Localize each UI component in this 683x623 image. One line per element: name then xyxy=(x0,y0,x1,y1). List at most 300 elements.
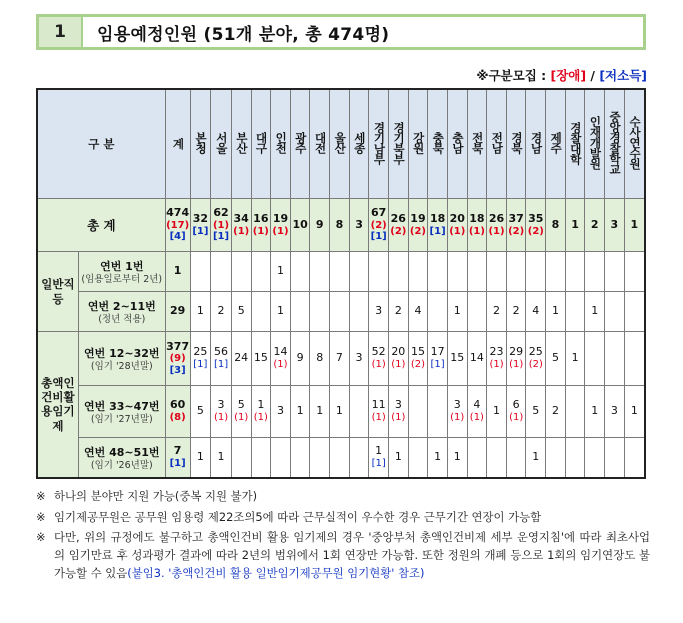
table-cell xyxy=(624,332,645,386)
cell-value: 18 xyxy=(429,211,446,225)
note-reference: (붙임3. '총액인건비 활용 일반임기제공무원 임기현황' 참조) xyxy=(127,565,425,580)
disabled-quota: (2) xyxy=(409,225,427,237)
table-cell xyxy=(624,252,645,292)
legend-disabled: [장애] xyxy=(550,68,587,83)
table-cell xyxy=(330,332,350,386)
cell-value: 5 xyxy=(237,304,245,318)
cell-value: 17 xyxy=(430,345,445,359)
total-row xyxy=(37,199,645,252)
column-header-label: 경기남부 xyxy=(372,121,387,164)
disabled-quota: (1) xyxy=(371,359,386,371)
cell-value: 11 xyxy=(371,398,386,412)
cell-value: 14 xyxy=(273,345,288,359)
table-cell xyxy=(290,252,310,292)
column-header-label: 전남 xyxy=(490,132,505,153)
table-cell xyxy=(389,438,409,478)
cell-value: 18 xyxy=(469,211,485,225)
table-cell xyxy=(565,438,585,478)
cell-value: 1 xyxy=(276,304,284,318)
cell-value: 1 xyxy=(335,404,343,418)
table-cell xyxy=(447,252,467,292)
cell-value: 56 xyxy=(214,345,229,359)
table-cell xyxy=(585,438,605,478)
row-label xyxy=(78,438,165,478)
disabled-quota: (1) xyxy=(212,219,230,231)
column-header-label: 계 xyxy=(171,137,186,148)
table-cell xyxy=(467,438,487,478)
disabled-quota: (1) xyxy=(509,412,524,424)
cell-value: 1 xyxy=(173,264,182,278)
column-header xyxy=(231,89,251,199)
column-header-label: 부산 xyxy=(234,132,249,153)
cell-value: 1 xyxy=(493,404,501,418)
total-cell xyxy=(526,199,546,252)
column-header xyxy=(310,89,330,199)
cell-value: 15 xyxy=(410,345,425,359)
cell-value: 3 xyxy=(610,217,619,231)
column-header-label: 인재개발원 xyxy=(588,116,603,169)
table-cell xyxy=(624,386,645,438)
cell-value: 24 xyxy=(234,351,249,365)
cell-value: 4 xyxy=(473,398,481,412)
table-cell xyxy=(546,438,566,478)
table-cell xyxy=(330,438,350,478)
table-cell xyxy=(467,252,487,292)
cell-value: 3 xyxy=(453,398,461,412)
cell-value: 7 xyxy=(173,444,182,458)
cell-value: 1 xyxy=(296,404,304,418)
cell-value: 23 xyxy=(489,345,504,359)
disabled-quota: (2) xyxy=(370,219,387,231)
total-cell xyxy=(349,199,369,252)
column-header xyxy=(546,89,566,199)
row-label xyxy=(78,292,165,332)
cell-value: 1 xyxy=(217,449,225,463)
column-header xyxy=(271,89,291,199)
disabled-quota: (1) xyxy=(272,225,289,237)
table-cell xyxy=(526,332,546,386)
row-label-main: 연번 33~47번 xyxy=(84,399,160,413)
column-header-label: 충남 xyxy=(450,132,465,153)
table-cell xyxy=(447,332,467,386)
table-cell xyxy=(506,292,526,332)
table-cell xyxy=(565,386,585,438)
table-cell xyxy=(428,292,448,332)
cell-value: 67 xyxy=(371,206,387,220)
column-header xyxy=(605,89,625,199)
table-cell xyxy=(605,332,625,386)
cell-value: 1 xyxy=(630,217,639,231)
total-cell xyxy=(231,199,251,252)
table-cell xyxy=(408,438,428,478)
column-header xyxy=(251,89,271,199)
total-cell xyxy=(447,199,467,252)
cell-value: 2 xyxy=(217,304,225,318)
table-row xyxy=(37,386,645,438)
cell-value: 29 xyxy=(169,304,186,318)
notes xyxy=(36,488,650,585)
cell-value: 8 xyxy=(551,217,560,231)
table-cell xyxy=(349,438,369,478)
column-header xyxy=(585,89,605,199)
cell-value: 3 xyxy=(276,404,284,418)
total-cell xyxy=(546,199,566,252)
table-cell xyxy=(211,438,232,478)
table-cell xyxy=(546,332,566,386)
cell-value: 20 xyxy=(449,211,465,225)
row-label-sub: (임기 '28년말) xyxy=(90,360,153,372)
legend-low-income: [저소득] xyxy=(599,68,647,83)
table-cell xyxy=(330,386,350,438)
low-income-quota: [1] xyxy=(169,457,186,469)
table-cell xyxy=(231,438,251,478)
total-cell xyxy=(165,199,190,252)
table-cell xyxy=(506,332,526,386)
cell-value: 1 xyxy=(571,217,579,231)
total-cell xyxy=(624,199,645,252)
column-header-label: 경찰대학 xyxy=(568,121,583,164)
table-cell xyxy=(349,332,369,386)
table-cell xyxy=(526,386,546,438)
note-text-body: 하나의 분야만 지원 가능(중복 지원 불가) xyxy=(54,489,258,503)
cell-value: 5 xyxy=(532,404,540,418)
column-header xyxy=(624,89,645,199)
cell-value: 2 xyxy=(493,304,501,318)
column-header xyxy=(349,89,369,199)
table-cell xyxy=(369,252,389,292)
cell-value: 474 xyxy=(166,206,190,220)
table-cell xyxy=(408,386,428,438)
table-cell xyxy=(330,292,350,332)
low-income-quota: [1] xyxy=(430,359,445,371)
cell-value: 1 xyxy=(532,449,540,463)
table-cell xyxy=(624,292,645,332)
disabled-quota: (1) xyxy=(488,225,505,237)
row-label-sub: (임용일로부터 2년) xyxy=(81,273,163,285)
disabled-quota: (1) xyxy=(509,359,524,371)
table-cell xyxy=(585,332,605,386)
low-income-quota: [1] xyxy=(212,231,230,243)
legend-prefix: ※구분모집 : xyxy=(476,68,551,83)
table-cell xyxy=(487,438,507,478)
cell-value: 37 xyxy=(508,211,524,225)
table-cell xyxy=(506,386,526,438)
cell-value: 14 xyxy=(469,351,484,365)
cell-value: 3 xyxy=(394,398,402,412)
table-cell xyxy=(585,252,605,292)
note-text xyxy=(54,488,650,506)
note-mark: ※ xyxy=(36,509,46,524)
total-cell xyxy=(330,199,350,252)
cell-value: 16 xyxy=(253,211,269,225)
column-header-label: 제주 xyxy=(549,132,564,153)
column-header xyxy=(526,89,546,199)
column-header-label: 광주 xyxy=(293,132,308,153)
total-cell xyxy=(565,199,585,252)
table-cell xyxy=(165,332,190,386)
legend-sep: / xyxy=(586,68,600,83)
cell-value: 3 xyxy=(375,304,383,318)
cell-value: 6 xyxy=(512,398,520,412)
column-header-label: 본청 xyxy=(194,132,209,153)
table-cell xyxy=(290,292,310,332)
table-cell xyxy=(165,386,190,438)
row-label-sub: (정년 적용) xyxy=(98,313,146,325)
note-mark: ※ xyxy=(36,530,46,545)
section-title-box xyxy=(36,14,646,50)
column-header-label: 수사연수원 xyxy=(628,116,643,169)
low-income-quota: [1] xyxy=(429,225,446,237)
table-cell xyxy=(330,252,350,292)
cell-value: 19 xyxy=(272,211,289,225)
cell-value: 1 xyxy=(453,449,461,463)
cell-value: 29 xyxy=(509,345,524,359)
disabled-quota: (1) xyxy=(391,359,406,371)
disabled-quota: (1) xyxy=(253,412,268,424)
low-income-quota: [1] xyxy=(213,359,229,371)
cell-value: 1 xyxy=(394,449,402,463)
cell-value: 35 xyxy=(528,211,544,225)
note-item xyxy=(36,488,650,506)
table-cell xyxy=(349,386,369,438)
table-cell xyxy=(624,438,645,478)
column-header xyxy=(408,89,428,199)
column-header-label: 충북 xyxy=(431,132,446,153)
cell-value: 4 xyxy=(532,304,540,318)
cell-value: 3 xyxy=(355,217,363,231)
table-cell xyxy=(408,292,428,332)
column-header xyxy=(506,89,526,199)
disabled-quota: (1) xyxy=(234,412,249,424)
disabled-quota: (1) xyxy=(273,359,288,371)
low-income-quota: [1] xyxy=(193,359,208,371)
disabled-quota: (2) xyxy=(528,359,543,371)
recruitment-legend xyxy=(476,66,647,84)
cell-value: 2 xyxy=(551,404,559,418)
table-cell xyxy=(487,292,507,332)
cell-value: 4 xyxy=(414,304,422,318)
table-cell xyxy=(585,292,605,332)
cell-value: 5 xyxy=(551,351,559,365)
total-cell xyxy=(290,199,310,252)
cell-value: 15 xyxy=(253,351,268,365)
table-cell xyxy=(526,252,546,292)
cell-value: 2 xyxy=(590,217,599,231)
note-item xyxy=(36,529,650,582)
disabled-quota: (2) xyxy=(410,359,426,371)
column-header xyxy=(211,89,232,199)
cell-value: 15 xyxy=(450,351,465,365)
table-cell xyxy=(467,386,487,438)
table-cell xyxy=(251,438,271,478)
table-cell xyxy=(605,252,625,292)
cell-value: 1 xyxy=(196,449,204,463)
column-header xyxy=(330,89,350,199)
column-header-label: 강원 xyxy=(411,132,426,153)
total-cell xyxy=(190,199,211,252)
table-cell xyxy=(251,292,271,332)
total-cell xyxy=(369,199,389,252)
note-text-body: 임기제공무원은 공무원 임용령 제22조의5에 따라 근무실적이 우수한 경우 근무기간 연장이 가능함 xyxy=(54,509,542,524)
disabled-quota: (1) xyxy=(489,359,504,371)
note-text xyxy=(54,529,650,582)
table-cell xyxy=(190,332,211,386)
cell-value: 1 xyxy=(316,404,324,418)
table-cell xyxy=(231,332,251,386)
cell-value: 19 xyxy=(410,211,426,225)
table-cell xyxy=(506,252,526,292)
cell-value: 1 xyxy=(375,444,383,458)
table-cell xyxy=(447,438,467,478)
cell-value: 1 xyxy=(630,404,638,418)
cell-value: 60 xyxy=(169,398,186,412)
group-label-term: 총액인건비활용임기제 xyxy=(37,332,78,478)
cell-value: 34 xyxy=(233,211,249,225)
table-row xyxy=(37,438,645,478)
disabled-quota: (17) xyxy=(166,219,190,231)
total-cell xyxy=(605,199,625,252)
disabled-quota: (2) xyxy=(508,225,525,237)
table-cell xyxy=(605,386,625,438)
group-label-general: 일반직등 xyxy=(37,252,78,332)
cell-value: 1 xyxy=(591,404,599,418)
total-cell xyxy=(585,199,605,252)
table-cell xyxy=(585,386,605,438)
total-cell xyxy=(487,199,507,252)
row-label xyxy=(78,332,165,386)
table-cell xyxy=(546,386,566,438)
table-cell xyxy=(271,252,291,292)
note-text xyxy=(54,509,650,527)
column-header-label: 서울 xyxy=(214,132,229,153)
table-cell xyxy=(389,252,409,292)
table-cell xyxy=(428,438,448,478)
disabled-quota: (1) xyxy=(233,225,250,237)
table-row xyxy=(37,292,645,332)
table-cell xyxy=(349,252,369,292)
cell-value: 25 xyxy=(528,345,543,359)
total-cell xyxy=(408,199,428,252)
row-label xyxy=(78,252,165,292)
table-cell xyxy=(506,438,526,478)
table-cell xyxy=(389,292,409,332)
disabled-quota: (1) xyxy=(468,225,485,237)
table-cell xyxy=(428,332,448,386)
table-cell xyxy=(605,438,625,478)
cell-value: 62 xyxy=(213,206,229,220)
row-label-sub: (임기 '26년말) xyxy=(90,459,153,471)
column-header-label: 경남 xyxy=(529,132,544,153)
table-cell xyxy=(447,386,467,438)
disabled-quota: (9) xyxy=(169,353,186,365)
low-income-quota: [1] xyxy=(371,457,386,469)
table-cell xyxy=(447,292,467,332)
column-header-label: 울산 xyxy=(333,132,348,153)
cell-value: 1 xyxy=(434,449,442,463)
cell-value: 1 xyxy=(551,304,559,318)
table-cell xyxy=(369,438,389,478)
cell-value: 1 xyxy=(196,304,204,318)
table-cell xyxy=(487,332,507,386)
table-cell xyxy=(310,332,330,386)
low-income-quota: [1] xyxy=(192,225,209,237)
column-header-label: 인천 xyxy=(274,132,289,153)
table-cell xyxy=(428,386,448,438)
column-header xyxy=(389,89,409,199)
table-cell xyxy=(310,438,330,478)
table-cell xyxy=(408,332,428,386)
table-cell xyxy=(369,386,389,438)
table-cell xyxy=(271,386,291,438)
cell-value: 7 xyxy=(335,351,343,365)
note-item xyxy=(36,509,650,527)
table-cell xyxy=(251,252,271,292)
table-cell xyxy=(271,332,291,386)
table-cell xyxy=(231,292,251,332)
cell-value: 32 xyxy=(192,211,209,225)
column-header-label: 중앙경찰학교 xyxy=(608,111,623,174)
cell-value: 8 xyxy=(335,217,344,231)
column-header-label: 전북 xyxy=(470,132,485,153)
table-cell xyxy=(310,252,330,292)
table-cell xyxy=(526,292,546,332)
table-cell xyxy=(231,252,251,292)
table-cell xyxy=(389,332,409,386)
cell-value: 25 xyxy=(193,345,208,359)
table-cell xyxy=(467,292,487,332)
row-label-main: 연번 12~32번 xyxy=(84,346,160,360)
disabled-quota: (2) xyxy=(390,225,407,237)
cell-value: 9 xyxy=(315,217,324,231)
column-header xyxy=(467,89,487,199)
table-cell xyxy=(190,438,211,478)
table-cell xyxy=(487,252,507,292)
table-cell xyxy=(565,332,585,386)
total-label: 총 계 xyxy=(37,199,165,252)
cell-value: 10 xyxy=(292,217,308,231)
table-cell xyxy=(290,438,310,478)
table-cell xyxy=(526,438,546,478)
table-cell xyxy=(211,292,232,332)
column-header xyxy=(369,89,389,199)
cell-value: 3 xyxy=(217,398,225,412)
total-cell xyxy=(251,199,271,252)
corner-label: 구 분 xyxy=(37,89,165,199)
row-label-main: 연번 48~51번 xyxy=(84,445,160,459)
cell-value: 1 xyxy=(571,351,579,365)
low-income-quota: [3] xyxy=(169,364,186,376)
cell-value: 52 xyxy=(371,345,386,359)
cell-value: 5 xyxy=(237,398,245,412)
table-cell xyxy=(487,386,507,438)
column-header xyxy=(447,89,467,199)
table-cell xyxy=(349,292,369,332)
column-header-label: 경기북부 xyxy=(392,121,407,164)
table-cell xyxy=(271,438,291,478)
section-title: 임용예정인원 (51개 분야, 총 474명) xyxy=(97,24,390,45)
total-cell xyxy=(389,199,409,252)
table-cell xyxy=(428,252,448,292)
cell-value: 26 xyxy=(390,211,406,225)
table-cell xyxy=(605,292,625,332)
cell-value: 26 xyxy=(488,211,505,225)
cell-value: 5 xyxy=(196,404,204,418)
row-label-sub: (임기 '27년말) xyxy=(90,413,153,425)
total-cell xyxy=(310,199,330,252)
cell-value: 20 xyxy=(391,345,406,359)
column-header-label: 대전 xyxy=(313,132,328,153)
cell-value: 1 xyxy=(276,264,284,278)
